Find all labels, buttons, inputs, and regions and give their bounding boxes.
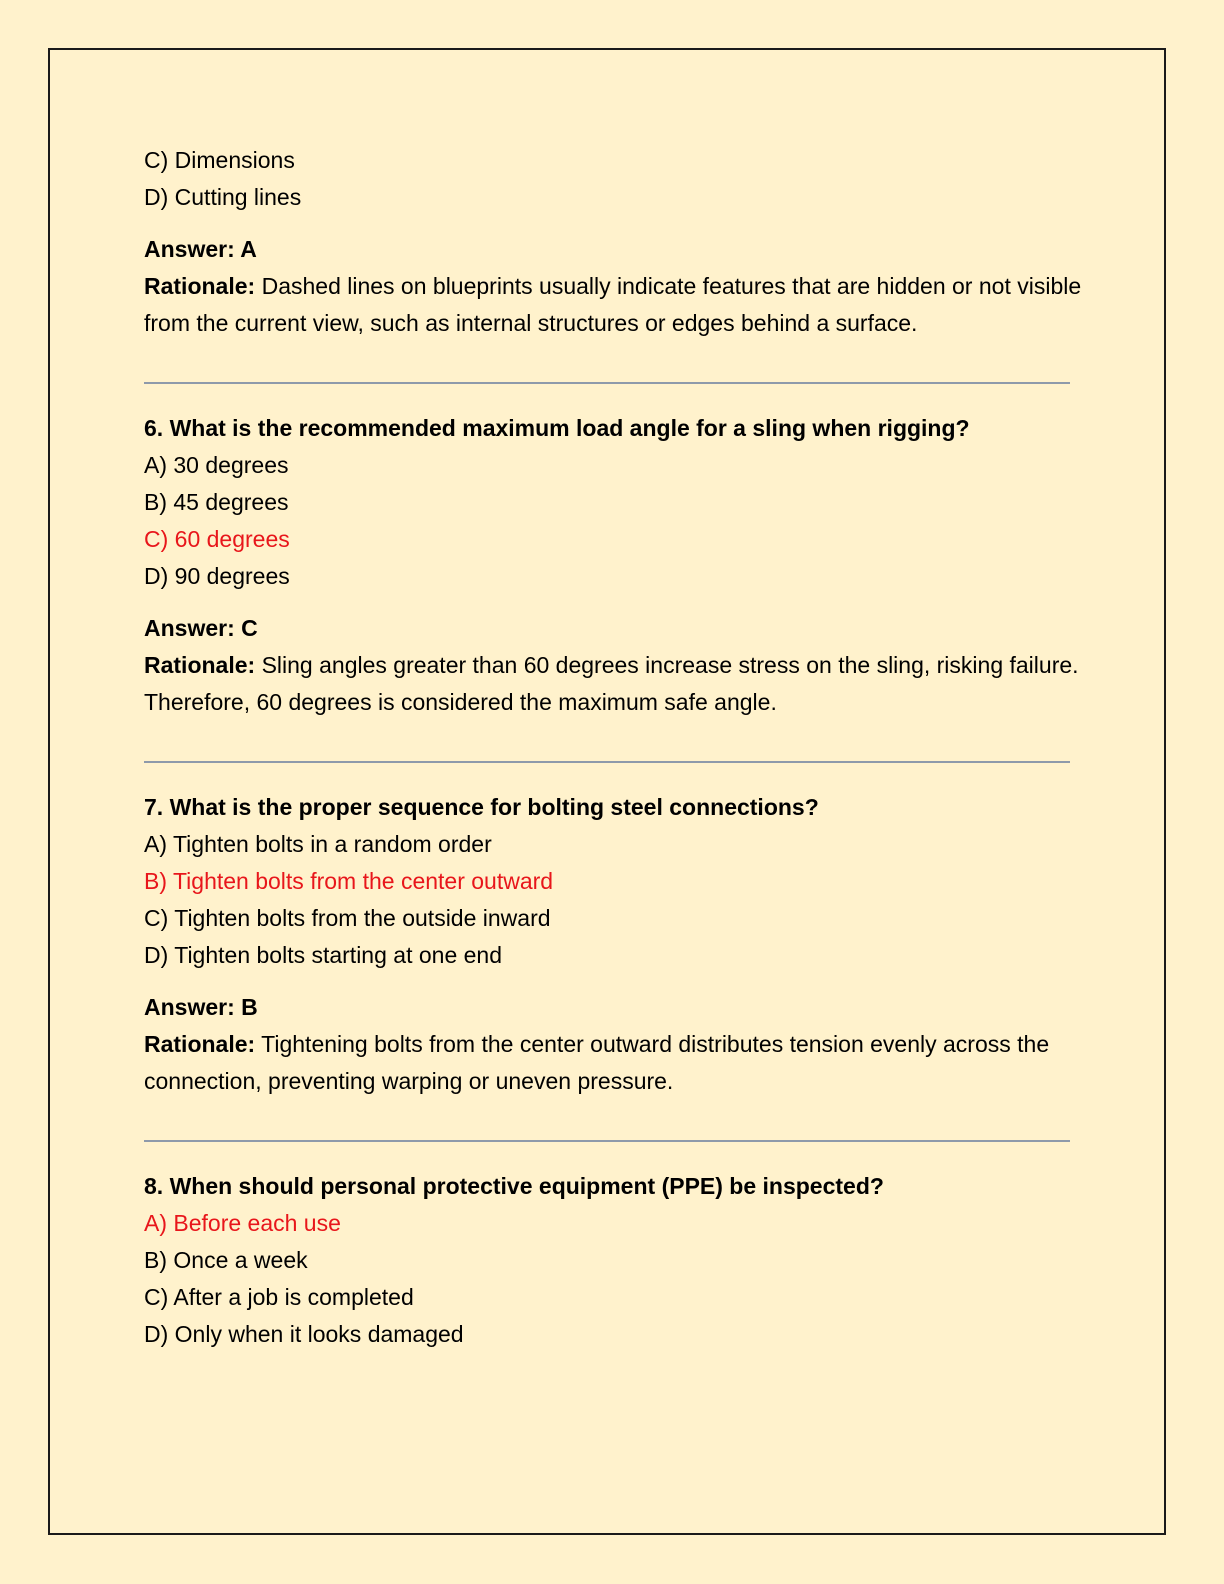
- answer-label: Answer:: [144, 615, 235, 641]
- rationale-label: Rationale:: [144, 1031, 256, 1057]
- q7-rationale: [144, 1026, 1084, 1100]
- q6-question: 6. What is the recommended maximum load angle for a sling when rigging?: [144, 415, 970, 441]
- q5-option-d: D) Cutting lines: [144, 184, 302, 210]
- q6-option-a: A) 30 degrees: [144, 452, 289, 478]
- q6-option-b: B) 45 degrees: [144, 489, 289, 515]
- q7-answer: [144, 989, 1084, 1026]
- q7-option-a: A) Tighten bolts in a random order: [144, 831, 492, 857]
- question-8: [144, 1168, 1084, 1353]
- q8-option-b: B) Once a week: [144, 1247, 308, 1273]
- q5-answer: [144, 231, 1084, 268]
- answer-label: Answer:: [144, 994, 235, 1020]
- q8-option-d: D) Only when it looks damaged: [144, 1321, 464, 1347]
- q7-option-c: C) Tighten bolts from the outside inward: [144, 905, 551, 931]
- rationale-label: Rationale:: [144, 652, 256, 678]
- q5-rationale: [144, 268, 1084, 342]
- q7-question: 7. What is the proper sequence for bolting steel connections?: [144, 794, 819, 820]
- q6-option-c-correct: C) 60 degrees: [144, 526, 290, 552]
- q7-option-d: D) Tighten bolts starting at one end: [144, 942, 502, 968]
- answer-value: C: [241, 615, 258, 641]
- answer-value: B: [241, 994, 258, 1020]
- q8-option-a-correct: A) Before each use: [144, 1210, 341, 1236]
- document-content: [144, 142, 1084, 1353]
- answer-value: A: [240, 236, 257, 262]
- rationale-text: Dashed lines on blueprints usually indicate features that are hidden or not visible from the current view, such as internal structures or edges behind a surface.: [144, 273, 1082, 336]
- rationale-label: Rationale:: [144, 273, 256, 299]
- answer-label: Answer:: [144, 236, 235, 262]
- divider: [144, 382, 1070, 384]
- divider: [144, 1140, 1070, 1142]
- q6-answer: [144, 610, 1084, 647]
- q6-option-d: D) 90 degrees: [144, 563, 290, 589]
- question-6: [144, 410, 1084, 721]
- rationale-text: Tightening bolts from the center outward distributes tension evenly across the connection, preventing warping or uneven pressure.: [144, 1031, 1050, 1094]
- q5-option-c: C) Dimensions: [144, 147, 295, 173]
- rationale-text: Sling angles greater than 60 degrees increase stress on the sling, risking failure. Therefore, 60 degrees is considered the maximum safe angle.: [144, 652, 1079, 715]
- q8-question: 8. When should personal protective equipment (PPE) be inspected?: [144, 1173, 884, 1199]
- q8-option-c: C) After a job is completed: [144, 1284, 414, 1310]
- divider: [144, 761, 1070, 763]
- question-5: [144, 142, 1084, 342]
- question-7: [144, 789, 1084, 1100]
- q7-option-b-correct: B) Tighten bolts from the center outward: [144, 868, 554, 894]
- q6-rationale: [144, 647, 1084, 721]
